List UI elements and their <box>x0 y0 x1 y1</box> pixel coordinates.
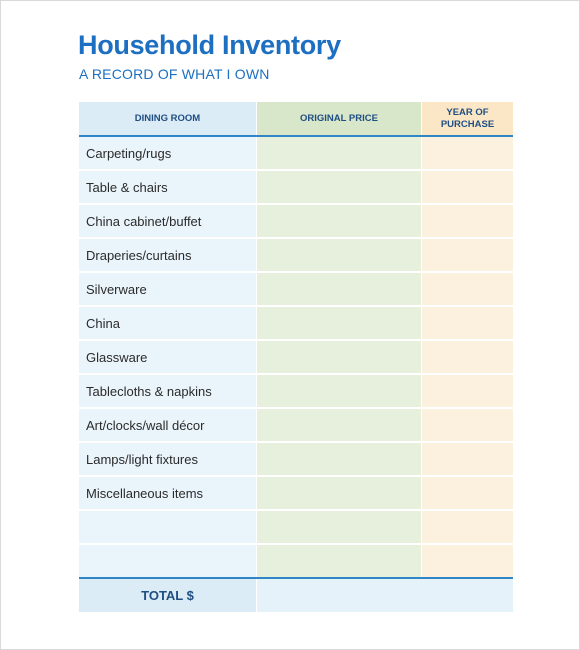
table-row <box>79 307 513 339</box>
item-name-cell: Draperies/curtains <box>79 239 256 271</box>
year-of-purchase-field[interactable] <box>422 171 513 203</box>
table-row <box>79 239 513 271</box>
year-of-purchase-field[interactable] <box>422 443 513 475</box>
year-of-purchase-field[interactable] <box>422 477 513 509</box>
table-row <box>79 443 513 475</box>
item-name-cell: Carpeting/rugs <box>79 137 256 169</box>
original-price-field[interactable] <box>257 137 421 169</box>
item-name-cell: China cabinet/buffet <box>79 205 256 237</box>
original-price-field[interactable] <box>257 205 421 237</box>
original-price-field[interactable] <box>257 545 421 577</box>
original-price-field[interactable] <box>257 239 421 271</box>
year-of-purchase-label: YEAR OF PURCHASE <box>440 107 495 130</box>
table-row <box>79 477 513 509</box>
inventory-table <box>79 102 513 612</box>
item-name-cell <box>79 545 256 577</box>
original-price-field[interactable] <box>257 443 421 475</box>
year-of-purchase-field[interactable] <box>422 239 513 271</box>
table-row <box>79 171 513 203</box>
original-price-field[interactable] <box>257 307 421 339</box>
original-price-field[interactable] <box>257 375 421 407</box>
original-price-field[interactable] <box>257 273 421 305</box>
total-label: TOTAL $ <box>79 579 256 612</box>
year-of-purchase-field[interactable] <box>422 511 513 543</box>
year-of-purchase-field[interactable] <box>422 409 513 441</box>
year-of-purchase-field[interactable] <box>422 375 513 407</box>
column-header-year-of-purchase <box>422 102 513 135</box>
page-subtitle: A RECORD OF WHAT I OWN <box>79 66 270 82</box>
column-header-original-price: ORIGINAL PRICE <box>257 102 421 135</box>
year-of-purchase-field[interactable] <box>422 205 513 237</box>
item-name-cell: Glassware <box>79 341 256 373</box>
table-row <box>79 511 513 543</box>
original-price-field[interactable] <box>257 511 421 543</box>
table-header <box>79 102 513 137</box>
table-row <box>79 341 513 373</box>
table-row <box>79 273 513 305</box>
item-name-cell <box>79 511 256 543</box>
year-of-purchase-field[interactable] <box>422 545 513 577</box>
column-header-dining-room: DINING ROOM <box>79 102 256 135</box>
year-of-purchase-field[interactable] <box>422 137 513 169</box>
item-name-cell: Art/clocks/wall décor <box>79 409 256 441</box>
table-body <box>79 137 513 577</box>
total-value-field[interactable] <box>257 579 513 612</box>
item-name-cell: Table & chairs <box>79 171 256 203</box>
table-row <box>79 375 513 407</box>
original-price-field[interactable] <box>257 477 421 509</box>
year-of-purchase-field[interactable] <box>422 307 513 339</box>
table-row <box>79 545 513 577</box>
table-row <box>79 137 513 169</box>
year-of-purchase-field[interactable] <box>422 341 513 373</box>
item-name-cell: China <box>79 307 256 339</box>
item-name-cell: Silverware <box>79 273 256 305</box>
total-row <box>79 577 513 612</box>
item-name-cell: Lamps/light fixtures <box>79 443 256 475</box>
original-price-field[interactable] <box>257 171 421 203</box>
page-title: Household Inventory <box>78 30 341 60</box>
original-price-field[interactable] <box>257 341 421 373</box>
item-name-cell: Tablecloths & napkins <box>79 375 256 407</box>
table-row <box>79 205 513 237</box>
table-row <box>79 409 513 441</box>
original-price-field[interactable] <box>257 409 421 441</box>
year-of-purchase-field[interactable] <box>422 273 513 305</box>
item-name-cell: Miscellaneous items <box>79 477 256 509</box>
